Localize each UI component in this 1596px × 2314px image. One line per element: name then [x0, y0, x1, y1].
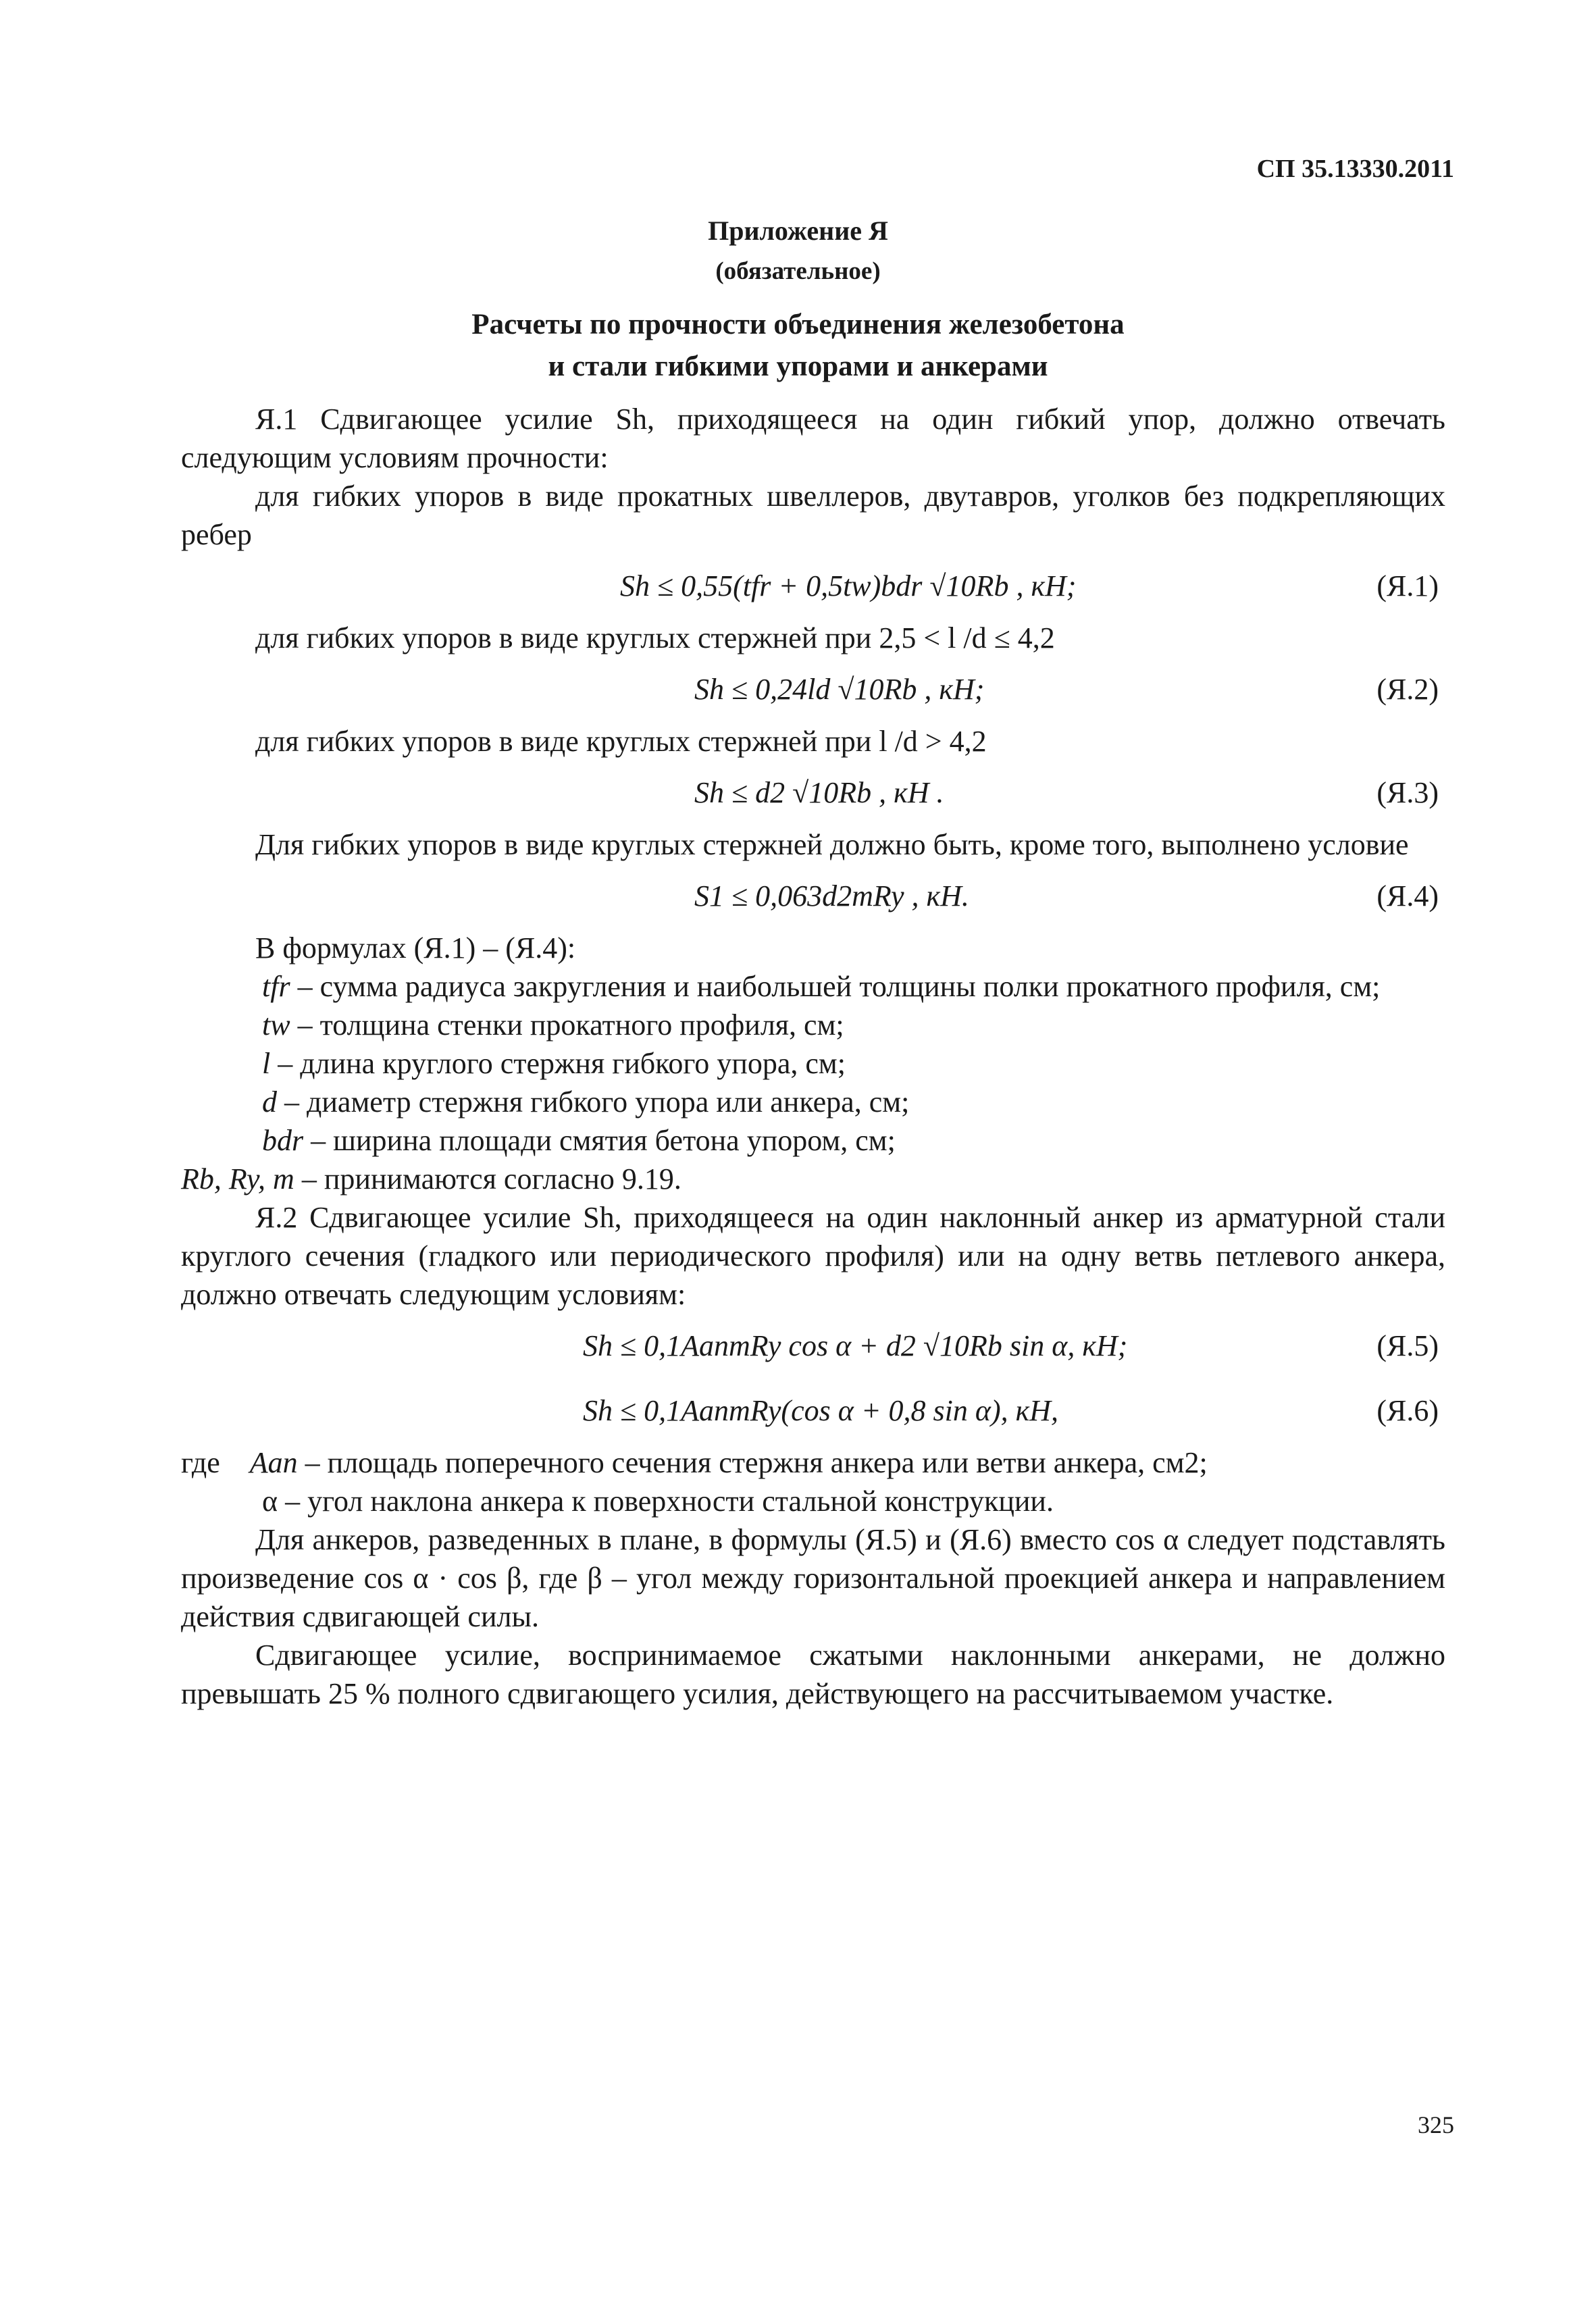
page-number: 325: [1418, 2111, 1454, 2138]
definition-label: d: [262, 1085, 277, 1119]
definition-label: tw: [262, 1008, 290, 1042]
definition-text: – диаметр стержня гибкого упора или анкера, см;: [277, 1085, 910, 1119]
formula-3: [181, 761, 1445, 825]
paragraph-5: Для гибких упоров в виде круглых стержней должно быть, кроме того, выполнено условие: [255, 828, 1409, 861]
annex-title: Приложение Я: [708, 215, 888, 246]
definition-label: Aan: [249, 1446, 298, 1479]
paragraph-7: Я.2 Сдвигающее усилие Sh, приходящееся на один наклонный анкер из арматурной стали круглого сечения (гладкого или периодического профиля) или на одну ветвь петлевого анкера, должно отвечать следующим условиям:: [181, 1201, 1445, 1311]
definition-text: – угол наклона анкера к поверхности стальной конструкции.: [278, 1485, 1054, 1518]
definition-text: – ширина площади смятия бетона упором, см;: [303, 1124, 896, 1157]
formula-3-expression: Sh ≤ d2 √10Rb , кН .: [694, 776, 944, 809]
paragraph-6: В формулах (Я.1) – (Я.4):: [255, 931, 576, 965]
definition-label: Rb, Ry, m: [181, 1162, 294, 1195]
definition-label: α: [262, 1485, 278, 1518]
definition-text: – сумма радиуса закругления и наибольшей толщины полки прокатного профиля, см;: [290, 970, 1381, 1003]
formula-1-expression: Sh ≤ 0,55(tfr + 0,5tw)bdr √10Rb , кН;: [620, 569, 1077, 602]
definition-label: tfr: [262, 970, 290, 1003]
formula-4-expression: S1 ≤ 0,063d2mRy , кН.: [694, 879, 969, 912]
paragraph-4: для гибких упоров в виде круглых стержней при l /d > 4,2: [255, 725, 987, 758]
definition-l: [181, 1044, 1445, 1083]
definition-tw: [181, 1006, 1445, 1044]
paragraph-2: для гибких упоров в виде прокатных швеллеров, двутавров, уголков без подкрепляющих ребер: [181, 480, 1445, 551]
definition-tfr: [181, 967, 1445, 1006]
formula-1: [181, 554, 1445, 619]
section-title-line-1: Расчеты по прочности объединения железобетона: [471, 309, 1125, 340]
formula-6-expression: Sh ≤ 0,1AanmRy(cos α + 0,8 sin α), кН,: [583, 1394, 1058, 1427]
formula-3-number: (Я.3): [1376, 776, 1439, 809]
definition-d: [181, 1083, 1445, 1121]
definition-text: – площадь поперечного сечения стержня анкера или ветви анкера, см2;: [297, 1446, 1208, 1479]
formula-1-number: (Я.1): [1376, 569, 1439, 602]
definition-label: bdr: [262, 1124, 304, 1157]
formula-5: [181, 1314, 1445, 1379]
formula-4: [181, 864, 1445, 929]
paragraph-8: Для анкеров, разведенных в плане, в формулы (Я.5) и (Я.6) вместо cos α следует подставлять произведение cos α · cos β, где β – угол между горизонтальной проекцией анкера и направлением действия сдвигающей силы.: [181, 1523, 1445, 1633]
paragraph-3: для гибких упоров в виде круглых стержней при 2,5 < l /d ≤ 4,2: [255, 621, 1055, 654]
section-title-line-2: и стали гибкими упорами и анкерами: [548, 351, 1048, 382]
definition-text: – длина круглого стержня гибкого упора, см;: [270, 1047, 846, 1080]
definition-rb-ry-m: [181, 1160, 1445, 1198]
paragraph-9: Сдвигающее усилие, воспринимаемое сжатыми наклонными анкерами, не должно превышать 25 % полного сдвигающего усилия, действующего на рассчитываемом участке.: [181, 1639, 1445, 1710]
paragraph-1: Я.1 Сдвигающее усилие Sh, приходящееся на один гибкий упор, должно отвечать следующим условиям прочности:: [181, 403, 1445, 474]
where-alpha: [181, 1482, 1445, 1520]
formula-2: [181, 657, 1445, 722]
formula-2-number: (Я.2): [1376, 673, 1439, 706]
formula-6-number: (Я.6): [1376, 1394, 1439, 1427]
formula-4-number: (Я.4): [1376, 879, 1439, 912]
formula-2-expression: Sh ≤ 0,24ld √10Rb , кН;: [694, 673, 985, 706]
definition-bdr: [181, 1121, 1445, 1160]
formula-5-expression: Sh ≤ 0,1AanmRy cos α + d2 √10Rb sin α, кН;: [583, 1329, 1128, 1362]
definition-text: – толщина стенки прокатного профиля, см;: [290, 1008, 844, 1042]
where-aan: [181, 1443, 1445, 1482]
document-body: [181, 400, 1445, 1713]
standard-code: СП 35.13330.2011: [1256, 155, 1454, 183]
formula-5-number: (Я.5): [1376, 1329, 1439, 1362]
annex-status: (обязательное): [715, 257, 881, 285]
definition-text: – принимаются согласно 9.19.: [294, 1162, 681, 1195]
definition-label: l: [262, 1047, 271, 1080]
formula-6: [181, 1379, 1445, 1443]
where-word: где: [181, 1446, 220, 1479]
section-title: [0, 304, 1596, 388]
